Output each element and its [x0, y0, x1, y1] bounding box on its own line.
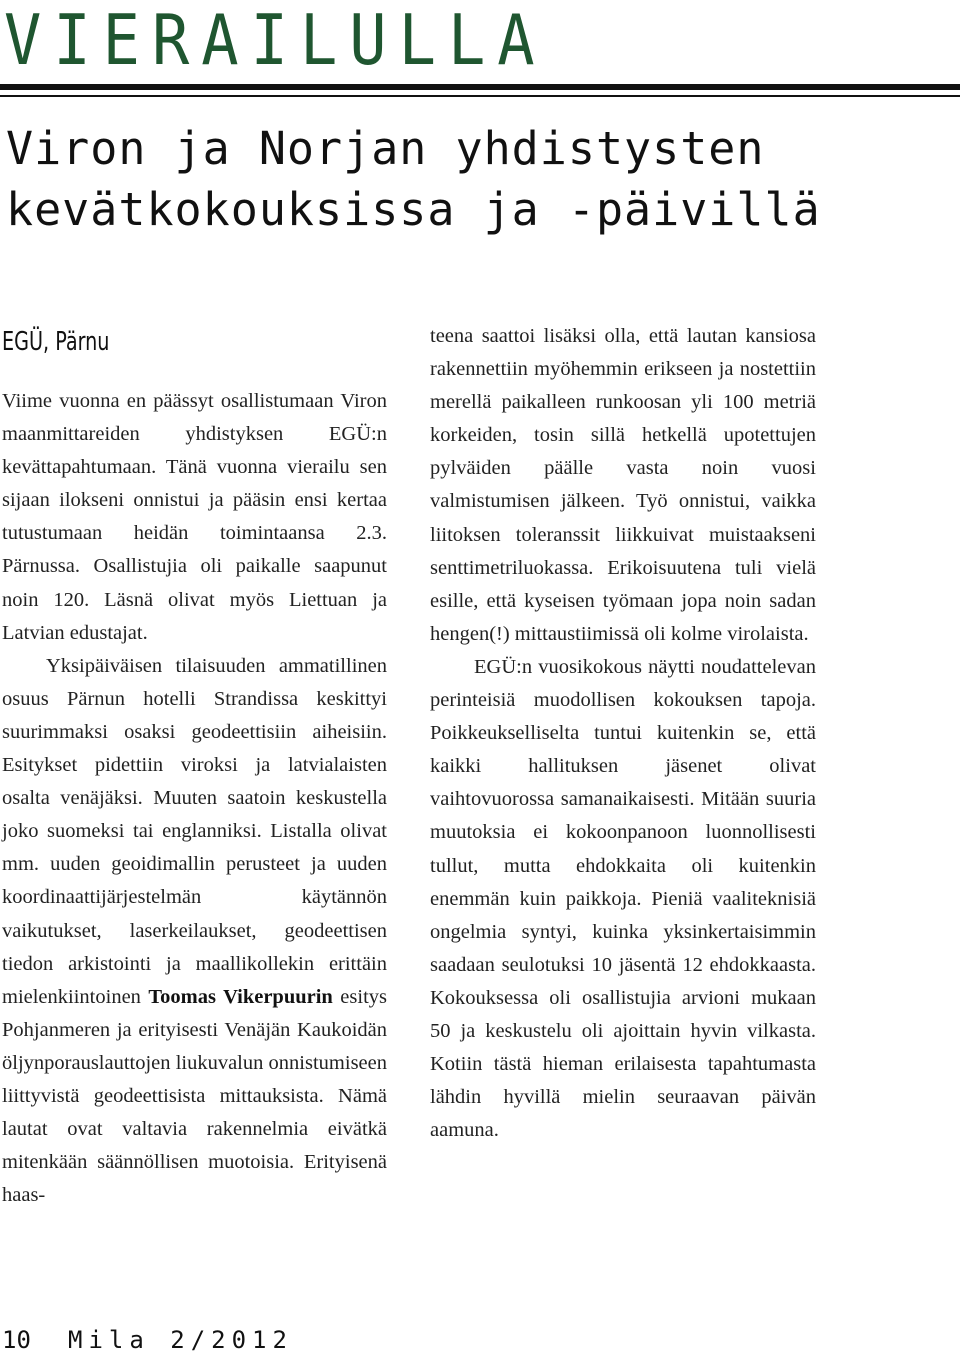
header-rule-thick [0, 84, 960, 90]
person-name: Toomas Vikerpuurin [148, 985, 333, 1008]
paragraph: teena saattoi lisäksi olla, että lautan kansiosa rakennettiin myöhemmin erikseen ja nostettiin merellä paikalleen runkoosan yli 100 metriä korkeiden, tosin sillä hetkellä upotettujen pylväiden päälle vasta noin vuosi valmistumisen jälkeen. Työ onnistui, vaikka liitoksen toleranssit liikkuivat muistaakseni senttimetriluokassa. Erikoisuutena tuli vielä esille, että kyseisen työmaan jopa noin sadan hengen(!) mittaustiimissä oli kolme virolaista. [430, 325, 816, 645]
right-column [430, 320, 816, 1147]
paragraph: Viime vuonna en päässyt osallistumaan Viron maanmittareiden yhdistyksen EGÜ:n kevättapahtumaan. Tänä vuonna vierailu sen sijaan ilokseni onnistui ja pääsin ensi kertaa tutustumaan heidän toimintaansa 2.3. Pärnussa. Osallistujia oli paikalle saapunut noin 120. Läsnä olivat myös Liettuan ja Latvian edustajat. [2, 390, 387, 644]
page-number: 10 [2, 1326, 31, 1354]
header-rule-thin [0, 95, 960, 97]
headline-line-1: Viron ja Norjan yhdistysten [6, 122, 765, 175]
article-subheading: EGÜ, Pärnu [2, 327, 110, 357]
article-headline [6, 118, 956, 240]
headline-line-2: kevätkokouksissa ja -päivillä [6, 183, 821, 236]
magazine-issue: Mila 2/2012 [68, 1326, 293, 1354]
paragraph-text: esitys Pohjanmeren ja erityisesti Venäjän Kaukoidän öljynporauslauttojen liukuvalun onnistumiseen liittyvistä geodeettisista mittauksista. Nämä lautat ovat valtavia rakennelmia eivätkä mitenkään säännöllisen muotoisia. Erityisenä haas- [2, 985, 387, 1207]
left-column [2, 385, 387, 1212]
paragraph-text: Yksipäiväisen tilaisuuden ammatillinen osuus Pärnun hotelli Strandissa keskittyi suurimmaksi osaksi geodeettisiin aiheisiin. Esitykset pidettiin viroksi ja latvialaisten osalta venäjäksi. Muuten saatoin keskustella joko suomeksi tai englanniksi. Listalla olivat mm. uuden geoidimallin perusteet ja uuden koordinaattijärjestelmän käytännön vaikutukset, laserkeilaukset, geodeettisen tiedon arkistointi ja maallikollekin erittäin mielenkiintoinen [2, 654, 387, 1008]
paragraph: EGÜ:n vuosikokous näytti noudattelevan perinteisiä muodollisen kokouksen tapoja. Poikkeukselliselta tuntui kuitenkin se, että kaikki hallituksen jäsenet olivat vaihtovuorossa samanaikaisesti. Mitään suuria muutoksia ei kokoonpanoon luonnollisesti tullut, mutta ehdokkaita oli kuitenkin enemmän kuin paikkoja. Pieniä vaaliteknisiä ongelmia syntyi, kuinka yksinkertaisimmin saadaan seulotuksi 10 jäsentä 12 ehdokkaasta. Kokouksessa oli osallistujia arvioni mukaan 50 ja keskustelu oli ajoittain hyvin vilkasta. Kotiin tästä hieman erilaisesta tapahtumasta lähdin hyvillä mielin seuraavan päivän aamuna. [430, 655, 816, 1142]
paragraph [2, 650, 387, 1213]
section-title: VIERAILULLA [4, 0, 547, 82]
